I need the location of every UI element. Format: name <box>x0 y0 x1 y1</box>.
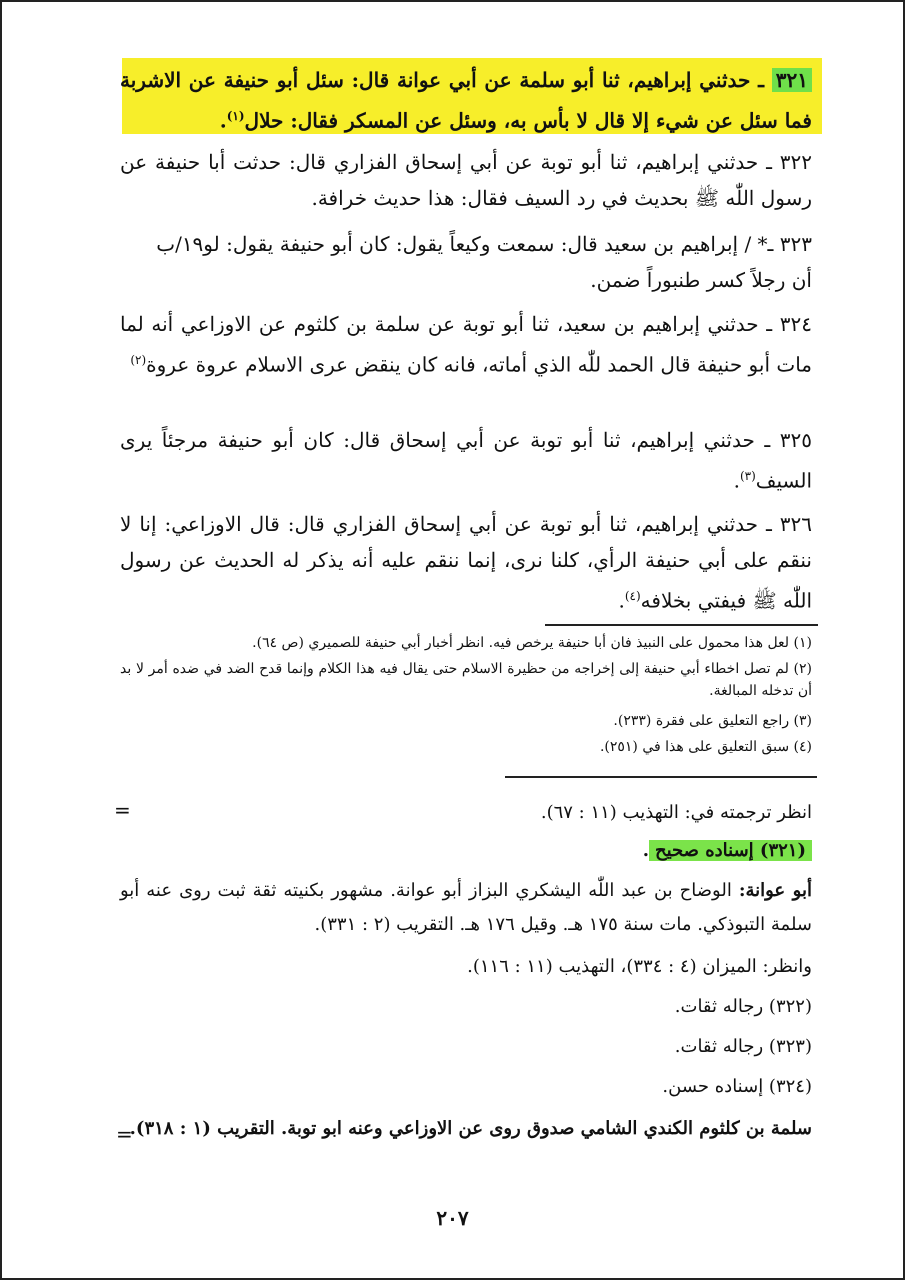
see-also: وانظر: الميزان (٤ : ٣٣٤)، التهذيب (١١ : ١١٦). <box>467 956 812 977</box>
commentary-322: (٣٢٢) رجاله ثقات. <box>674 996 812 1017</box>
hadith-325-end: . <box>733 468 740 493</box>
highlight-green: (٣٢١) إسناده صحيح <box>649 840 812 861</box>
footnote-1: (١) لعل هذا محمول على النبيذ فان أبا حنيفة يرخص فيه. انظر أخبار أبي حنيفة للصميري (ص ٦٤). <box>252 635 812 651</box>
commentary-324: (٣٢٤) إسناده حسن. <box>662 1076 812 1097</box>
footnote-ref-1[interactable]: (١) <box>226 109 245 123</box>
footnote-2: (٢) لم تصل اخطاء أبي حنيفة إلى إخراجه من حظيرة الاسلام حتى يقال فيه هذا الكلام وإنما قدح الضد في ضده أمر لا بد أن تدخله المبالغة. <box>120 661 812 699</box>
hadith-326-text: ٣٢٦ ـ حدثني إبراهيم، ثنا أبو توبة عن أبي إسحاق الفزاري قال: قال الاوزاعي: إنا لا ننقم على أبي حنيفة الرأي، كلنا نرى، إنما ننقم عليه أنه يذكر له الحديث عن رسول اللّٰه ﷺ فيفتي بخلافه <box>120 512 812 613</box>
continuation-mark-2: = <box>116 1122 133 1146</box>
hadith-322: ٣٢٢ ـ حدثني إبراهيم، ثنا أبو توبة عن أبي إسحاق الفزاري قال: حدثت أبا حنيفة عن رسول اللّٰه ﷺ بحديث في رد السيف فقال: هذا حديث خرافة. <box>120 150 812 210</box>
hadith-323-text2: أن رجلاً كسر طنبوراً ضمن. <box>590 268 812 292</box>
abu-awana-text: الوضاح بن عبد اللّٰه اليشكري البزاز أبو عوانة. مشهور بكنيته ثقة ثبت روى عنه أبو سلمة التبوذكي. مات سنة ١٧٥ هـ. وقيل ١٧٦ هـ. التقريب (٢ : ٣٣١). <box>120 880 812 935</box>
folio-marker: ١٩/ب <box>156 232 204 256</box>
hadith-323-text: ٣٢٣ ـ* / إبراهيم بن سعيد قال: سمعت وكيعاً يقول: كان أبو حنيفة يقول: لو <box>203 232 812 256</box>
hadith-325 <box>120 422 812 499</box>
page-number: ٢٠٧ <box>436 1206 469 1230</box>
commentary-321-end: . <box>642 840 649 861</box>
footnote-ref-4[interactable]: (٤) <box>624 589 641 603</box>
abu-awana-name: أبو عوانة: <box>738 880 812 901</box>
commentary-323: (٣٢٣) رجاله ثقات. <box>674 1036 812 1057</box>
footnote-3: (٣) راجع التعليق على فقرة (٢٣٣). <box>613 713 812 729</box>
tarjama-reference: انظر ترجمته في: التهذيب (١١ : ٦٧). <box>540 802 812 823</box>
hadith-326-end: . <box>618 588 625 613</box>
abu-awana-note <box>120 874 812 942</box>
hadith-number-321: ٣٢١ <box>772 68 812 92</box>
salama-note: سلمة بن كلثوم الكندي الشامي صدوق روى عن الاوزاعي وعنه ابو توبة. التقريب (١ : ٣١٨). <box>129 1118 812 1139</box>
continuation-mark: = <box>114 798 131 822</box>
footnote-4: (٤) سبق التعليق على هذا في (٢٥١). <box>599 739 812 755</box>
hadith-326 <box>120 506 812 619</box>
hadith-323 <box>120 226 812 298</box>
footnote-ref-2[interactable]: (٢) <box>130 353 147 367</box>
hadith-324-text: ٣٢٤ ـ حدثني إبراهيم بن سعيد، ثنا أبو توبة عن سلمة بن كلثوم عن الاوزاعي أنه لما مات أبو حنيفة قال الحمد للّٰه الذي أماته، فانه كان ينقض عرى الاسلام عروة عروة <box>120 312 812 377</box>
footnote-divider <box>545 624 818 626</box>
commentary-divider <box>505 776 817 778</box>
hadith-325-text: ٣٢٥ ـ حدثني إبراهيم، ثنا أبو توبة عن أبي إسحاق قال: كان أبو حنيفة مرجئاً يرى السيف <box>120 428 812 493</box>
commentary-321 <box>120 834 812 868</box>
hadith-321: ٣٢١ ـ حدثني إبراهيم، ثنا أبو سلمة عن أبي عوانة قال: سئل أبو حنيفة عن الاشربة فما سئل عن شيء إلا قال لا بأس به، وسئل عن المسكر فقال: حلال$^{(١)}$. <box>120 68 812 133</box>
hadith-324 <box>120 306 812 383</box>
hadith-321-text: ـ حدثني إبراهيم، ثنا أبو سلمة عن أبي عوانة قال: سئل أبو حنيفة عن الاشربة فما سئل عن شيء إلا قال لا بأس به، وسئل عن المسكر فقال: حلال <box>120 68 812 133</box>
footnote-ref-3[interactable]: (٣) <box>739 469 756 483</box>
